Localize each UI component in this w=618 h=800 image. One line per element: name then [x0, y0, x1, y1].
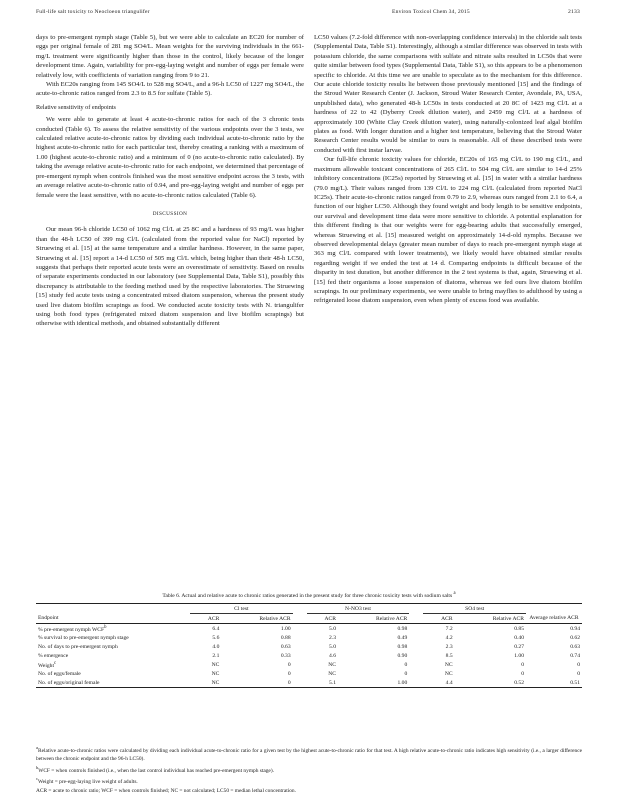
- group-header-so4: SO4 test: [423, 604, 526, 614]
- right-column: [314, 33, 582, 306]
- value-cell: 4.0: [212, 643, 220, 650]
- column-header: Relative ACR: [492, 615, 524, 622]
- value-cell: 4.6: [329, 652, 337, 659]
- journal-citation: Environ Toxicol Chem 34, 2015: [392, 9, 470, 15]
- column-header: ACR: [324, 615, 337, 622]
- results-paragraph: We were able to generate at least 4 acute-to-chronic ratios for each of the 3 chronic tests conducted (Table 6). To assess the relative sensitivity of the various endpoints over the 3 tests, we calculated relative acute-to-chronic ratios by dividing each individual acute-to-chronic ratio by the highest acute-to-chronic ratio for each particular test, thereby creating a ranking with a maximum of 1.00 (highest acute-to-chronic ratio) and a minimum of 0 (no acute-to-chronic ratio calculated). By taking the average relative acute-to-chronic ratio for each endpoint, we determined that percentage of pre-emergent nymph when controls finished was the most sensitive endpoint across the 3 tests, with an average relative acute-to-chronic ratio of 0.94, and pre-egg-laying weight and number of eggs per female were the least sensitive, with no acute-to-chronic ratios calculated (Table 6).: [36, 116, 304, 199]
- value-cell: 2.3: [329, 634, 337, 641]
- value-cell: 0.85: [514, 625, 524, 632]
- value-cell: 0.33: [280, 652, 291, 659]
- discussion-paragraph: Our mean 96-h chloride LC50 of 1062 mg Cl/L at 25 8C and a hardness of 93 mg/L was higher than the 48-h LC50 of 399 mg Cl/L (calculated from the reported value for NaCl) reported by Struewing et al. [15] at the same temperature and a similar hardness. However, in the same paper, Struewing et al. [15] report a 14-d LC50 of 505 mg Cl/L which, being higher than their 48-h LC50, suggests that perhaps their reported acute tests were an overestimate of sensitivity. Based on results of separate experiments conducted in our laboratory (see Supplemental Data, Table S1), possibly this discrepancy is attributable to the feeding method used by the respective laboratories. The Struewing [15] study fed acute tests using a concentrated mixed diatom suspension, whereas the present study used live diatom biofilm scrapings as food. We conducted acute toxicity tests with N. triangulifer using both food types (refrigerated mixed diatom suspension and live biofilm scrapings) but otherwise with identical methods, and obtained substantially different: [36, 226, 304, 328]
- group-header-no3: N-NO3 test: [307, 604, 410, 614]
- left-column: [36, 33, 304, 329]
- table-row: [36, 624, 582, 634]
- endpoint-cell: Weight$^c$: [38, 660, 57, 669]
- value-cell: 0.98: [397, 625, 408, 632]
- column-header: Relative ACR: [376, 615, 408, 622]
- value-cell: NC: [328, 670, 337, 677]
- value-cell: 0.49: [397, 634, 408, 641]
- subsection-heading: Relative sensitivity of endpoints: [36, 103, 116, 111]
- table-row: [36, 678, 582, 688]
- value-cell: NC: [211, 670, 220, 677]
- value-cell: 0.74: [570, 652, 580, 659]
- value-cell: 0.90: [397, 652, 408, 659]
- value-cell: 0: [521, 661, 524, 668]
- footnote: $^b$WCF = when controls finished (i.e., when the last control individual has reached pre-emergent nymph stage).: [36, 764, 274, 774]
- group-header-cl: Cl test: [190, 604, 293, 614]
- value-cell: 5.0: [329, 625, 337, 632]
- value-cell: NC: [211, 679, 220, 686]
- acr-table: [36, 603, 582, 688]
- value-cell: 0.94: [570, 625, 580, 632]
- value-cell: 5.6: [212, 634, 220, 641]
- table-row: [36, 642, 582, 651]
- footnote: $^a$Relative acute-to-chronic ratios were calculated by dividing each individual acute-to-chronic ratio for a given test by the highest acute-to-chronic ratio for that test. A high relative acute-to-chronic ratio indicates high sensitivity (i.e., a larger difference between the chronic endpoint and the 96-h LC50).: [36, 745, 582, 763]
- footnote: ACR = acute to chronic ratio; WCF = when controls finished; NC = not calculated; LC50 = median lethal concentration.: [36, 787, 296, 794]
- value-cell: 4.4: [445, 679, 453, 686]
- column-header: Relative ACR: [259, 615, 291, 622]
- value-cell: 0: [521, 670, 524, 677]
- value-cell: 0: [287, 661, 291, 668]
- value-cell: 0.98: [397, 643, 408, 650]
- table-row: [36, 633, 582, 642]
- value-cell: 4.2: [445, 634, 453, 641]
- running-title: Full-life salt toxicity to Neocloeon triangulifer: [36, 9, 150, 15]
- value-cell: 0: [287, 679, 291, 686]
- endpoint-cell: No. of eggs/female: [38, 670, 81, 677]
- value-cell: 1.00: [280, 625, 291, 632]
- table-row: [36, 660, 582, 669]
- value-cell: 1.00: [514, 652, 524, 659]
- table-row: [36, 651, 582, 660]
- value-cell: 0: [404, 670, 408, 677]
- value-cell: 5.0: [329, 643, 337, 650]
- discussion-paragraph: LC50 values (7.2-fold difference with non-overlapping confidence intervals) in the chloride salt tests (Supplemental Data, Table S1). Interestingly, although a similar difference was observed in tests with potassium chloride, the same comparisons with sulfate and nitrate salts resulted in LC50s that were quite similar between food types (Supplemental Data, Table S1), so this appears to be a phenomenon specific to chloride. At this time we are unable to speculate as to the mechanism for this difference. Our acute chloride toxicity results lie between those previously mentioned [15] and the findings of the Stroud Water Research Center (J. Jackson, Stroud Water Research Center, Avondale, PA, USA, unpublished data), who generated 48-h LC50s in tests conducted at 20 8C of 1423 mg Cl/L at a hardness of 22 to 42 (Dyberry Creek dilution water), and 2459 mg Cl/L at a hardness of approximately 100 (White Clay Creek dilution water), using naturally-colonized leaf algal biofilm plates as food. With longer duration and a higher test temperature, believing that the Stroud Water Research Center results would be similar to ours is reasonable. All of these described tests were conducted with first instar larvae.: [314, 34, 582, 154]
- value-cell: 1.00: [397, 679, 408, 686]
- endpoint-cell: No. of eggs/original female: [38, 679, 100, 686]
- value-cell: 8.5: [445, 652, 453, 659]
- value-cell: 0.51: [570, 679, 580, 686]
- endpoint-cell: % survival to pre-emergent nymph stage: [38, 634, 129, 641]
- results-paragraph: With EC20s ranging from 145 SO4/L to 528 mg SO4/L, and a 96-h LC50 of 1227 mg SO4/L, the acute-to-chronic ratios ranged from 2.3 to 8.5 for sulfate (Table 5).: [36, 81, 304, 98]
- value-cell: 0: [287, 670, 291, 677]
- column-header: ACR: [207, 615, 220, 622]
- value-cell: NC: [211, 661, 220, 668]
- value-cell: NC: [444, 661, 453, 668]
- value-cell: 0: [577, 661, 580, 668]
- value-cell: 0.62: [570, 634, 580, 641]
- value-cell: 7.2: [445, 625, 453, 632]
- endpoint-header: Endpoint: [38, 615, 59, 622]
- value-cell: 0.88: [280, 634, 291, 641]
- value-cell: NC: [328, 661, 337, 668]
- value-cell: 5.1: [329, 679, 337, 686]
- section-heading: DISCUSSION: [152, 210, 188, 217]
- page-number: 2133: [568, 9, 580, 15]
- value-cell: 0: [577, 670, 580, 677]
- results-paragraph: days to pre-emergent nymph stage (Table 5), but we were able to calculate an EC20 for number of eggs per original female of 281 mg SO4/L. Mean weights for the surviving individuals in the 661-mg/L treatment were significantly higher than those in the control, likely because of the longer development time. Again, variability for pre-egg-laying weight and number of eggs per female were relatively low, with coefficients of variation ranging from 9 to 21.: [36, 34, 304, 79]
- discussion-paragraph: Our full-life chronic toxicity values for chloride, EC20s of 165 mg Cl/L to 190 mg Cl/L, and maximum allowable toxicant concentrations of 265 Cl/L to 504 mg Cl/L are similar to 14-d 25% inhibitory concentrations (IC25s) reported by Struewing et al. [15] in water with a similar hardness (79.0 mg/L). Their values ranged from 139 Cl/L to 224 mg Cl/L (calculated from reported NaCl IC25s). Their acute-to-chronic ratios ranged from 0.79 to 2.9, whereas ours ranged from 2.1 to 6.4, a function of our higher LC50. Although they found weight and body length to be sensitive endpoints, our survival and development time data were more sensitive to chloride. A potential explanation for this different finding is that our weights were for egg-bearing adults that successfully emerged, whereas Struewing et al. [15] measured weight on approximately 14-d-old nymphs. Because we observed developmental delays (greater mean number of days to reach pre-emergent nymph stage at 363 mg Cl/L compared with lower treatments), we likely would have obtained similar results regarding weight if we ended the test at 14 d. Comparing endpoints is difficult because of the disparity in test duration, but another difference in the 2 test systems is that, again, Struewing et al. [15] fed their organisms a loose suspension of diatoms, whereas we fed ours live diatom biofilm scrapings. In our preliminary experiments, we were unable to bring mayflies to adulthood by using a refrigerated loose diatom suspension, even when plenty of excess food was available.: [314, 156, 582, 305]
- value-cell: 6.4: [212, 625, 220, 632]
- value-cell: 0.63: [570, 643, 580, 650]
- value-cell: 2.3: [445, 643, 453, 650]
- value-cell: 0.27: [514, 643, 524, 650]
- column-header: ACR: [441, 615, 453, 622]
- value-cell: 0: [404, 661, 408, 668]
- table-caption: Table 6. Actual and relative acute to chronic ratios generated in the present study for three chronic toxicity tests with sodium salts $^a$: [162, 591, 456, 599]
- value-cell: 2.1: [212, 652, 220, 659]
- value-cell: 0.40: [514, 634, 524, 641]
- table-row: [36, 669, 582, 678]
- value-cell: 0.52: [514, 679, 524, 686]
- footnote: $^c$Weight = pre-egg-laying live weight of adults.: [36, 776, 138, 786]
- endpoint-cell: No. of days to pre-emergent nymph: [38, 643, 118, 650]
- value-cell: 0.63: [280, 643, 291, 650]
- value-cell: NC: [444, 670, 453, 677]
- table-footnotes: [36, 744, 582, 795]
- endpoint-cell: % emergence: [38, 652, 69, 659]
- column-header: Average relative ACR: [529, 615, 579, 622]
- endpoint-cell: % pre-emergent nymph WCF$^b$: [38, 624, 107, 633]
